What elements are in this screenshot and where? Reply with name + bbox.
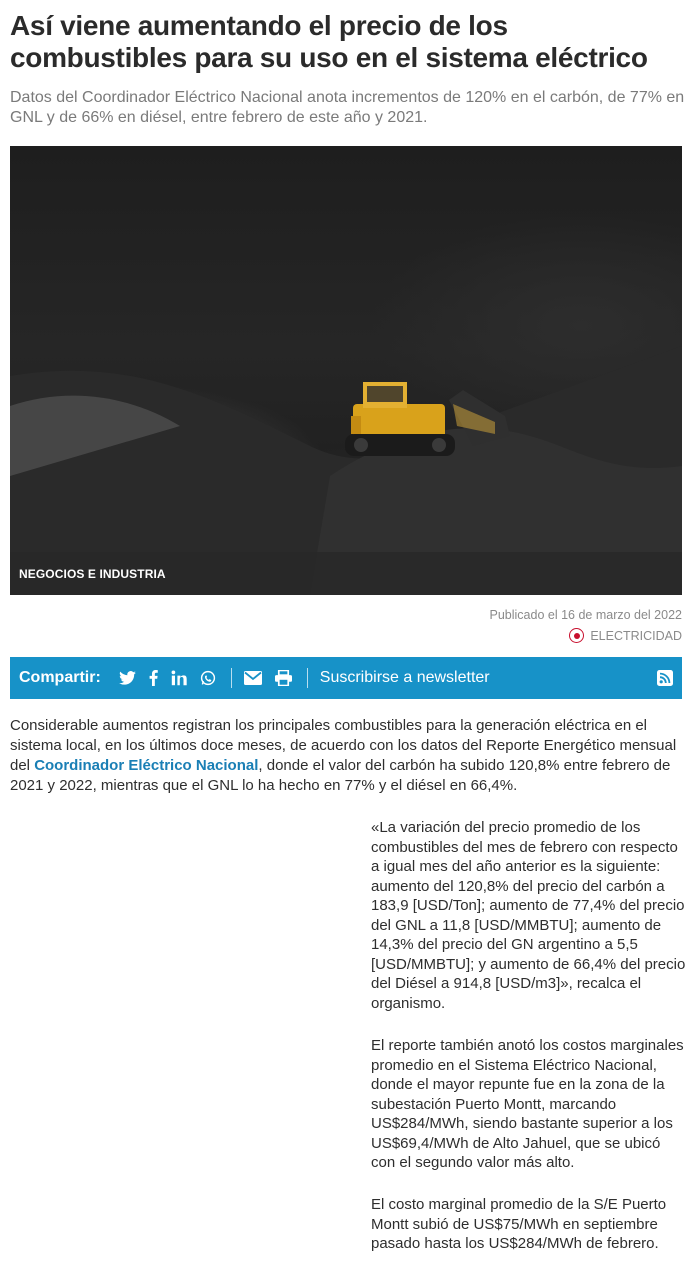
lead-text-start: Considerable aumentos registran los principales combustibles para la generación eléctrica en el sistema local, en los últimos doce meses, de acuerdo con los datos del Reporte Energético mensual del (10, 717, 677, 774)
published-date: Publicado el 16 de marzo del 2022 (489, 608, 682, 622)
category-tag[interactable] (569, 628, 682, 643)
article-paragraph: El costo marginal promedio de la S/E Puerto Montt subió de US$75/MWh en septiembre pasado hasta los US$284/MWh de febrero. (371, 1196, 667, 1252)
linkedin-icon[interactable] (171, 670, 187, 686)
lead-text-end: , donde el valor del carbón ha subido 120,8% entre febrero de 2021 y 2022, mientras que el GNL lo ha hecho en 77% y el diésel en 66,4%. (10, 757, 671, 794)
rss-icon[interactable] (657, 670, 673, 686)
share-separator (231, 668, 232, 688)
hero-image (10, 146, 682, 595)
article-headline: Así viene aumentando el precio de los combustibles para su uso en el sistema eléctrico (10, 10, 648, 73)
article-lead (10, 716, 685, 796)
coordinador-link[interactable]: Coordinador Eléctrico Nacional (34, 757, 259, 774)
bulldozer-illustration (10, 146, 682, 595)
hero-caption[interactable]: NEGOCIOS E INDUSTRIA (19, 566, 166, 581)
article-paragraph: «La variación del precio promedio de los combustibles del mes de febrero con respecto a igual mes del año anterior es la siguiente: aumento del 120,8% del precio del carbón a 183,9 [USD/Ton]; aumento de 77,4% del precio del GNL a 11,8 [USD/MMBTU]; aumento de 14,3% del precio del GN argentino a 5,5 [USD/MMBTU]; y aumento de 66,4% del precio del Diésel a 914,8 [USD/m3]», recalca el organismo. (371, 819, 686, 1012)
email-icon[interactable] (244, 671, 262, 685)
twitter-icon[interactable] (119, 671, 136, 685)
newsletter-link[interactable]: Suscribirse a newsletter (319, 669, 490, 686)
article-subheadline: Datos del Coordinador Eléctrico Nacional anota incrementos de 120% en el carbón, de 77% en GNL y de 66% en diésel, entre febrero de este año y 2021. (10, 89, 685, 126)
share-separator (307, 668, 308, 688)
print-icon[interactable] (275, 670, 292, 686)
whatsapp-icon[interactable] (200, 670, 216, 686)
article-paragraph: El reporte también anotó los costos marginales promedio en el Sistema Eléctrico Nacional, donde el mayor repunte fue en la zona de la subestación Puerto Montt, marcando US$284/MWh, siendo bastante superior a los US$69,4/MWh de Alto Jahuel, que se ubicó con el segundo valor más alto. (371, 1037, 684, 1171)
facebook-icon[interactable] (149, 670, 158, 686)
share-bar (10, 657, 682, 699)
category-dot-icon (569, 628, 584, 643)
category-label: ELECTRICIDAD (590, 628, 682, 643)
share-label: Compartir: (19, 669, 101, 686)
hero-caption-bar (10, 552, 682, 595)
